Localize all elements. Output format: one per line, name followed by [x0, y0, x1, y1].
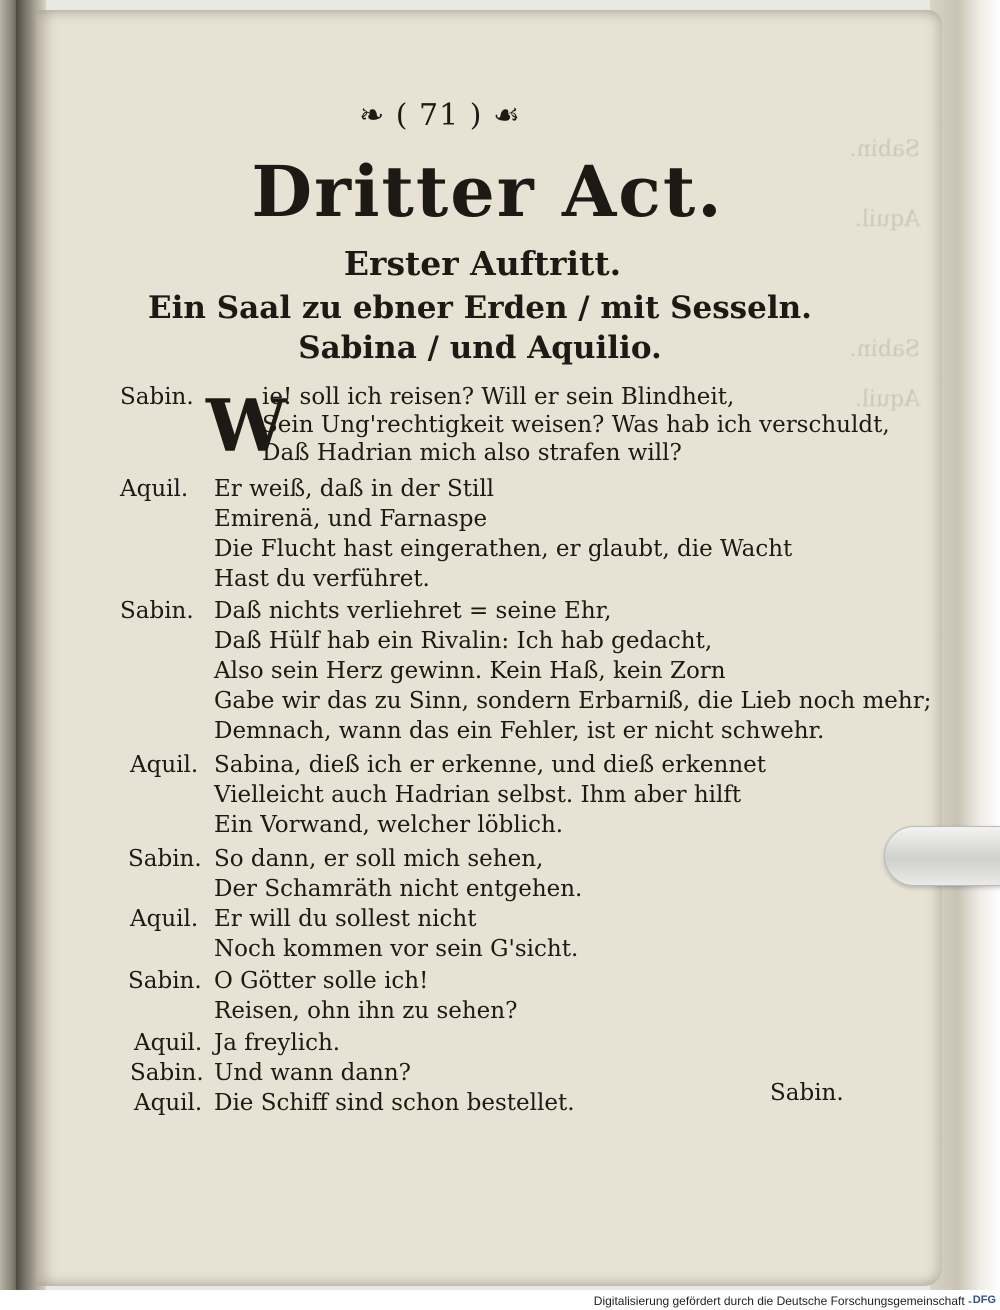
- dialogue-line: Also sein Herz gewinn. Kein Haß, kein Zorn: [214, 658, 726, 684]
- speaker-name: Sabin.: [128, 968, 202, 994]
- dialogue-line: Daß Hadrian mich also strafen will?: [262, 440, 682, 466]
- dialogue-line: Ein Vorwand, welcher löblich.: [214, 812, 564, 838]
- speaker-name: Aquil.: [130, 752, 199, 778]
- dialogue-line: Er weiß, daß in der Still: [214, 476, 495, 502]
- dialogue-line: Vielleicht auch Hadrian selbst. Ihm aber hilft: [214, 782, 742, 808]
- dialogue-line: Daß nichts verliehret = seine Ehr,: [214, 598, 612, 624]
- dialogue-line: Sein Ung'rechtigkeit weisen? Was hab ich verschuldt,: [262, 412, 890, 438]
- dialogue-line: Ja freylich.: [214, 1030, 341, 1056]
- speaker-name: Aquil.: [134, 1030, 203, 1056]
- dialogue-line: Emirenä, und Farnaspe: [214, 506, 488, 532]
- bleed-line: Sabin.: [849, 137, 920, 162]
- speaker-name: Aquil.: [130, 906, 199, 932]
- speaker-name: Aquil.: [120, 476, 189, 502]
- page-number: ❧ ( 71 ) ☙: [359, 98, 521, 133]
- page-clip: [884, 826, 1000, 886]
- speaker-name: Sabin.: [120, 598, 194, 624]
- dialogue-line: O Götter solle ich!: [214, 968, 429, 994]
- ornament-left-icon: ❧: [359, 98, 396, 133]
- catchword: Sabin.: [770, 1080, 844, 1106]
- dialogue-line: Und wann dann?: [214, 1060, 411, 1086]
- dialogue-line: Die Flucht hast eingerathen, er glaubt, die Wacht: [214, 536, 793, 562]
- setting-line: Sabina / und Aquilio.: [298, 330, 662, 366]
- bleed-line: Aquil.: [854, 207, 920, 232]
- footer-credit: Digitalisierung gefördert durch die Deutsche Forschungsgemeinschaft -: [593, 1294, 972, 1308]
- dialogue-line: Hast du verführet.: [214, 566, 430, 592]
- dialogue-line: Reisen, ohn ihn zu sehen?: [214, 998, 518, 1024]
- dialogue-line: Sabina, dieß ich er erkenne, und dieß erkennet: [214, 752, 767, 778]
- speaker-name: Aquil.: [134, 1090, 203, 1116]
- dfg-logo-icon: DFG: [972, 1294, 996, 1306]
- setting-line: Ein Saal zu ebner Erden / mit Sesseln.: [148, 290, 812, 326]
- scene-setting: [0, 288, 960, 368]
- ornament-right-icon: ☙: [482, 98, 521, 133]
- speaker-name: Sabin.: [128, 846, 202, 872]
- dialogue-line: Demnach, wann das ein Fehler, ist er nicht schwehr.: [214, 718, 825, 744]
- dialogue-line: So dann, er soll mich sehen,: [214, 846, 544, 872]
- bleed-line: Sabin.: [849, 337, 920, 362]
- dialogue-line: Der Schamräth nicht entgehen.: [214, 876, 583, 902]
- dialogue-line: Er will du sollest nicht: [214, 906, 477, 932]
- speaker-name: Sabin.: [130, 1060, 204, 1086]
- dialogue-line: Noch kommen vor sein G'sicht.: [214, 936, 579, 962]
- scene-title: Erster Auftritt.: [343, 244, 622, 283]
- dialogue-line: Daß Hülf hab ein Rivalin: Ich hab gedacht,: [214, 628, 713, 654]
- act-title: Dritter Act.: [251, 150, 724, 233]
- bleed-line: Aquil.: [854, 387, 920, 412]
- speaker-name: Sabin.: [120, 384, 194, 410]
- dialogue-line: ie! soll ich reisen? Will er sein Blindheit,: [262, 384, 735, 410]
- dialogue-line: Die Schiff sind schon bestellet.: [214, 1090, 575, 1116]
- drop-cap: W: [206, 383, 287, 468]
- dialogue-line: Gabe wir das zu Sinn, sondern Erbarniß, die Lieb noch mehr;: [214, 688, 932, 714]
